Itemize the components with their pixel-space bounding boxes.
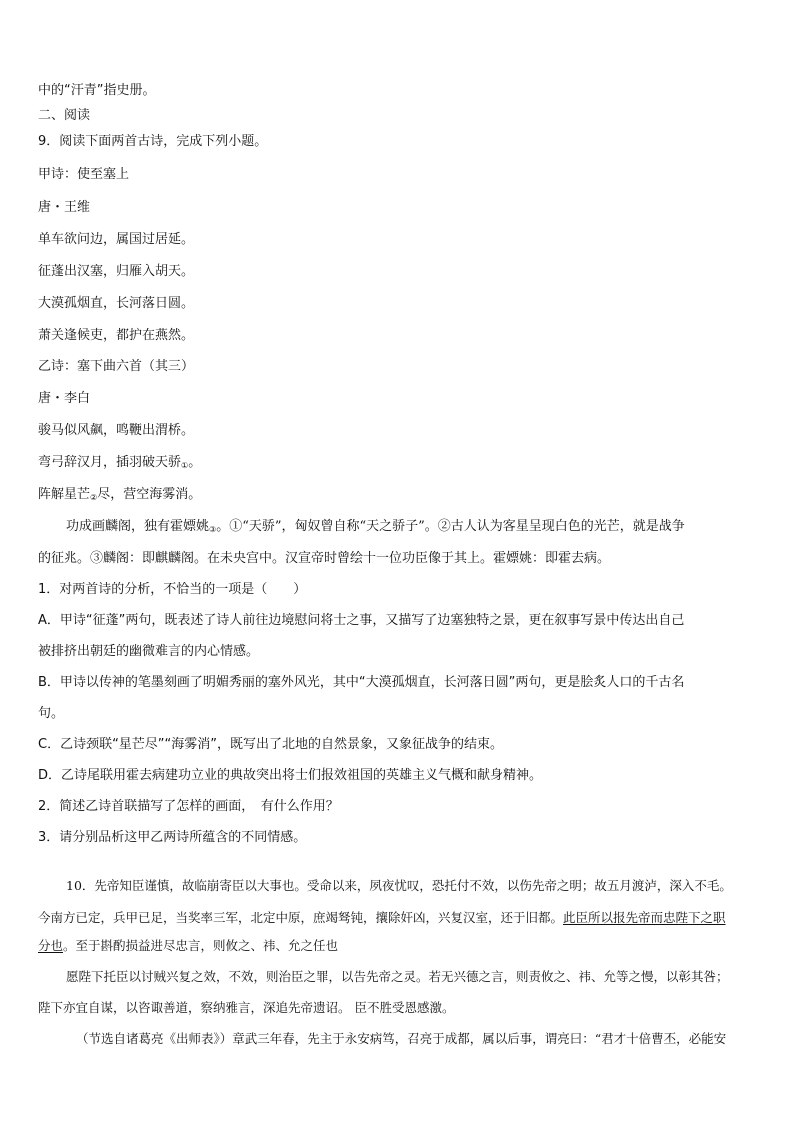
poem-text: 阵解星芒 <box>38 487 91 502</box>
poem-text: 尽，营空海雾消。 <box>97 487 202 502</box>
question-2: 2．简述乙诗首联描写了怎样的画面， 有什么作用？ <box>38 799 339 814</box>
poem-a-line: 大漠孤烟直，长河落日圆。 <box>38 296 195 311</box>
poem-b-author: 唐・李白 <box>38 391 91 406</box>
q10-line: 愿陛下托臣以讨贼兴复之效，不效，则治臣之罪，以告先帝之灵。若无兴德之言，则责攸之、祎、允等之慢，以彰其咎； <box>66 969 729 984</box>
intro-line: 中的“汗青”指史册。 <box>38 83 156 98</box>
poem-a-title: 甲诗：使至塞上 <box>38 167 130 182</box>
underlined-sentence: 此臣所以报先帝而忠陛下之职 <box>563 910 726 925</box>
question-3: 3．请分别品析这甲乙两诗所蕴含的不同情感。 <box>38 830 307 845</box>
poem-text: 。 <box>188 455 202 470</box>
q10-text: 今南方已定，兵甲已足，当奖率三军，北定中原，庶竭驽钝，攘除奸凶，兴复汉室，还于旧都。 <box>38 910 564 925</box>
option-d: D．乙诗尾联用霍去病建功立业的典故突出将士们报效祖国的英雄主义气概和献身精神。 <box>38 768 543 783</box>
footnote-marker: ① <box>181 461 189 470</box>
question-9-stem: 9．阅读下面两首古诗，完成下列小题。 <box>38 134 268 149</box>
poem-a-line: 萧关逢候吏，都护在燕然。 <box>38 328 195 343</box>
poem-text: 功成画麟阁，独有霍嫖姚 <box>66 519 210 534</box>
poem-b-line: 骏马似风飙，鸣鞭出渭桥。 <box>38 423 195 438</box>
footnote-marker: ③ <box>209 525 217 534</box>
underlined-sentence: 分也 <box>38 938 64 953</box>
option-a: A．甲诗“征蓬”两句，既表述了诗人前往边境慰问将士之事，又描写了边塞独特之景，更在叙事写景中传达出自己 <box>38 613 685 628</box>
poem-a-line: 单车欲问边，属国过居延。 <box>38 232 195 247</box>
question-1: 1．对两首诗的分析，不恰当的一项是（ ） <box>38 582 307 597</box>
q10-line: 陛下亦宜自谋，以咨诹善道，察纳雅言，深追先帝遗诏。 臣不胜受恩感激。 <box>38 1000 455 1015</box>
notes-line <box>66 518 685 537</box>
poem-a-line: 征蓬出汉塞，归雁入胡天。 <box>38 264 195 279</box>
option-c: C．乙诗颈联“星芒尽”“海雾消”，既写出了北地的自然景象，又象征战争的结束。 <box>38 737 504 752</box>
notes-line: 的征兆。③麟阁：即麒麟阁。在未央宫中。汉宣帝时曾绘十一位功臣像于其上。霍嫖姚：即霍去病。 <box>38 551 611 566</box>
poem-a-author: 唐・王维 <box>38 200 91 215</box>
notes-text: 。①“天骄”，匈奴曾自称“天之骄子”。②古人认为客星呈现白色的光芒，就是战争 <box>216 519 685 534</box>
option-b: B．甲诗以传神的笔墨刻画了明媚秀丽的塞外风光，其中“大漠孤烟直，长河落日圆”两句，更是脍炙人口的千古名 <box>38 675 685 690</box>
footnote-marker: ② <box>90 493 98 502</box>
poem-text: 弯弓辞汉月，插羽破天骄 <box>38 455 182 470</box>
poem-b-line <box>38 486 201 505</box>
option-a-cont: 被排挤出朝廷的幽微难言的内心情感。 <box>38 644 260 659</box>
poem-b-line <box>38 454 201 473</box>
q10-line: 10．先帝知臣谨慎，故临崩寄臣以大事也。受命以来，夙夜忧叹，恐托付不效，以伤先帝之明；故五月渡泸，深入不毛。 <box>66 878 732 893</box>
q10-line <box>38 909 726 927</box>
option-b-cont: 句。 <box>38 706 65 721</box>
section-heading: 二、阅读 <box>38 108 91 123</box>
poem-b-title: 乙诗：塞下曲六首（其三） <box>38 359 195 374</box>
q10-line <box>38 937 338 955</box>
q10-text: 。至于斟酌损益进尽忠言，则攸之、祎、允之任也 <box>63 938 339 953</box>
q10-line: （节选自诸葛亮《出师表》）章武三年春，先主于永安病笃，召亮于成都，属以后事，谓亮曰：“君才十倍曹丕，必能安 <box>76 1031 727 1046</box>
